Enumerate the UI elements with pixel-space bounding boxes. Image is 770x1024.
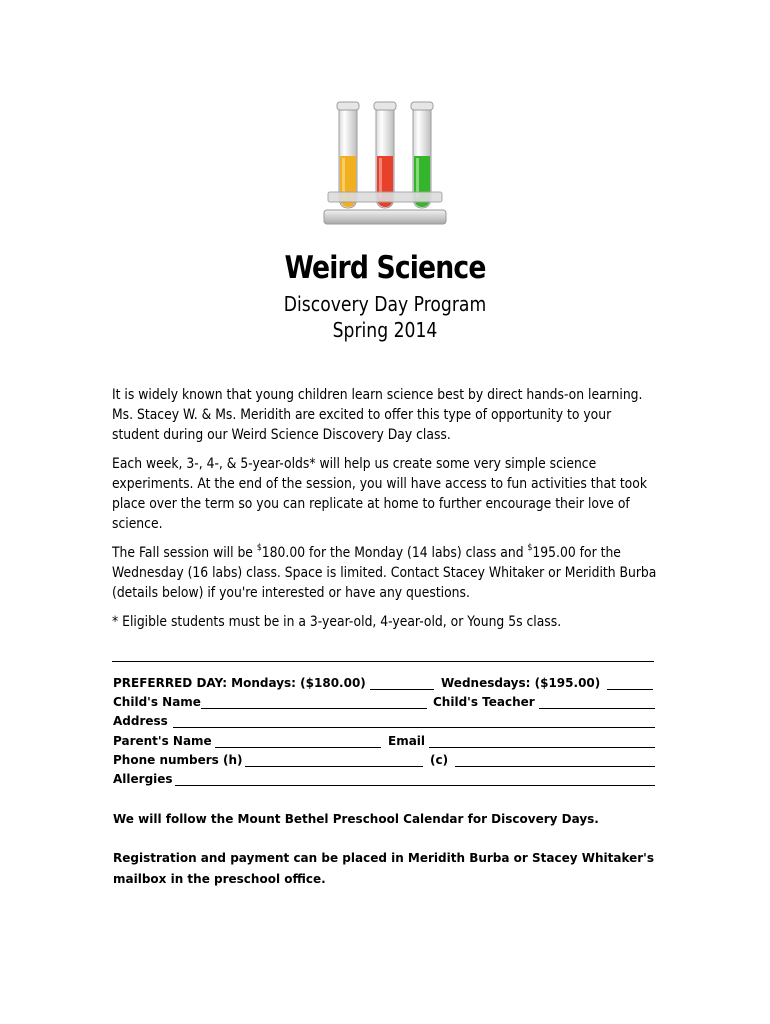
parent-row [113, 734, 658, 752]
child-teacher-field[interactable] [539, 695, 655, 709]
child-row [113, 695, 658, 713]
calendar-note: We will follow the Mount Bethel Preschool Calendar for Discovery Days. [113, 812, 599, 826]
child-teacher-label: Child's Teacher [433, 695, 535, 709]
wednesdays-label: Wednesdays: ($195.00) [441, 676, 601, 690]
phone-label: Phone numbers (h) [113, 753, 243, 767]
pricing-text-c: 195.00 for the Wednesday (16 labs) class. Space is limited. Contact Stacey Whitaker or Meridith Burba (details below) if you're interested or have any questions. [112, 545, 657, 601]
test-tubes-icon [318, 96, 452, 230]
pricing-text-a: The Fall session will be [112, 545, 257, 561]
allergies-field[interactable] [175, 772, 655, 786]
divider-line [112, 661, 654, 662]
intro-paragraph: It is widely known that young children learn science best by direct hands-on learning. Ms. Stacey W. & Ms. Meridith are excited to offer this type of opportunity to your student during our Weird Science Discovery Day class. [112, 387, 643, 443]
email-label: Email [388, 734, 426, 748]
parent-name-field[interactable] [215, 734, 381, 748]
cell-label: (c) [430, 753, 449, 767]
child-name-field[interactable] [201, 695, 427, 709]
preferred-day-label: PREFERRED DAY: Mondays: ($180.00) [113, 676, 366, 690]
preferred-day-row [113, 676, 658, 694]
allergies-label: Allergies [113, 772, 173, 786]
cell-phone-field[interactable] [455, 753, 655, 767]
dollar-sign: $ [527, 543, 533, 553]
pricing-paragraph [112, 543, 662, 603]
eligibility-note: * Eligible students must be in a 3-year-old, 4-year-old, or Young 5s class. [112, 614, 562, 630]
allergies-row [113, 772, 658, 790]
program-term: Spring 2014 [332, 318, 438, 342]
weekly-paragraph: Each week, 3-, 4-, & 5-year-olds* will help us create some very simple science experiments. At the end of the session, you will have access to fun activities that took place over the term so you can replicate at home to further encourage their love of science. [112, 456, 648, 532]
registration-note: Registration and payment can be placed in Meridith Burba or Stacey Whitaker's mailbox in the preschool office. [113, 851, 655, 886]
monday-field[interactable] [370, 676, 434, 690]
pricing-text-b: 180.00 for the Monday (14 labs) class and [261, 545, 528, 561]
dollar-sign: $ [256, 543, 262, 553]
program-subtitle: Discovery Day Program [283, 292, 487, 316]
wednesday-field[interactable] [607, 676, 653, 690]
address-label: Address [113, 714, 168, 728]
address-field[interactable] [173, 714, 655, 728]
address-row [113, 714, 658, 732]
email-field[interactable] [429, 734, 655, 748]
page-title: Weird Science [284, 250, 486, 286]
home-phone-field[interactable] [245, 753, 423, 767]
parent-name-label: Parent's Name [113, 734, 212, 748]
phone-row [113, 753, 658, 771]
child-name-label: Child's Name [113, 695, 201, 709]
